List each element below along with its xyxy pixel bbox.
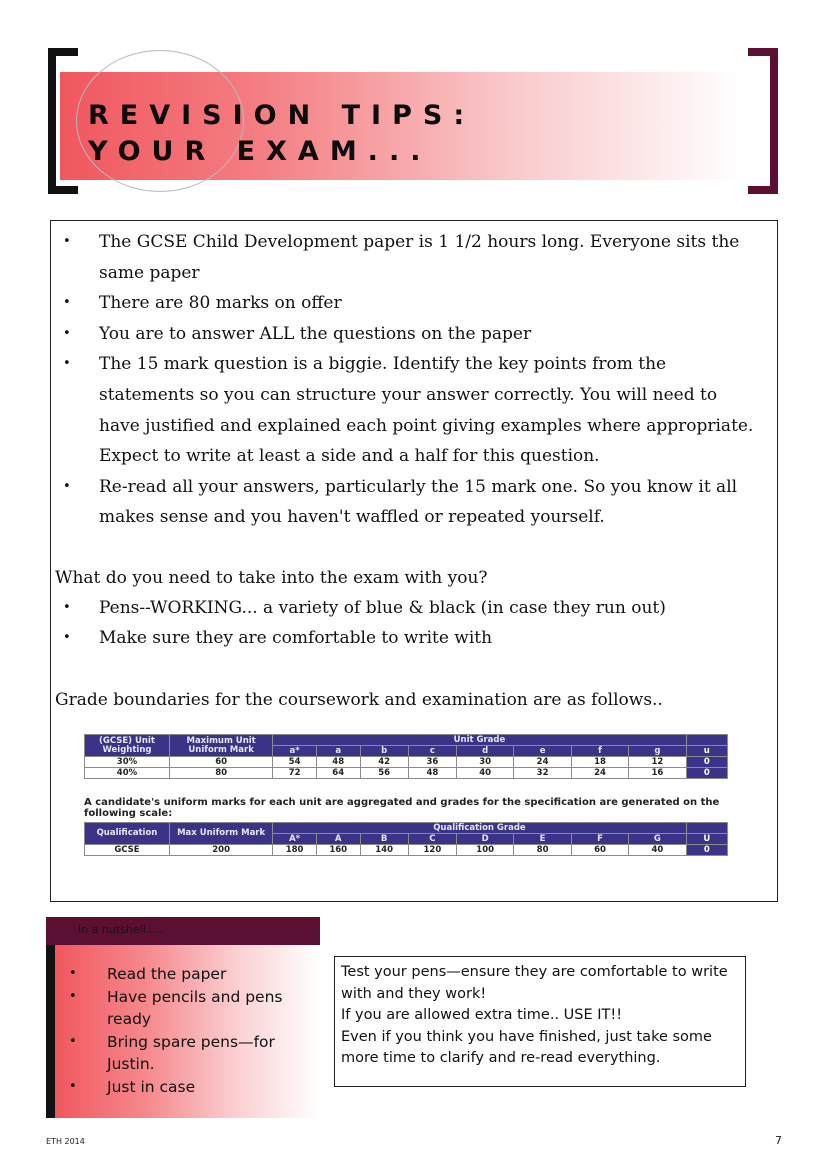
qualification-grade-header: A — [316, 834, 360, 845]
unit-max-cell: 60 — [169, 757, 272, 768]
unit-grade-header: a* — [273, 746, 317, 757]
tip-item: • You are to answer ALL the questions on the paper — [55, 319, 755, 350]
qualification-value-cell: 180 — [273, 845, 317, 856]
unit-value-cell: 56 — [360, 768, 408, 779]
qualification-grade-group-header: Qualification Grade — [273, 823, 686, 834]
exam-items-heading: What do you need to take into the exam with you? — [55, 568, 488, 588]
footer-credit: ETH 2014 — [46, 1137, 85, 1146]
unit-value-cell: 42 — [360, 757, 408, 768]
exam-item: • Make sure they are comfortable to write with — [55, 623, 755, 653]
unit-weighting-cell: 40% — [85, 768, 170, 779]
title-left-bracket — [48, 48, 78, 194]
nutshell-list — [62, 963, 302, 1098]
grade-boundaries-heading: Grade boundaries for the coursework and examination are as follows.. — [55, 690, 663, 710]
qualification-grade-table — [84, 822, 728, 856]
page-number: 7 — [775, 1134, 782, 1147]
qualification-value-cell: 140 — [360, 845, 408, 856]
unit-value-cell: 12 — [629, 757, 686, 768]
unit-grade-header: g — [629, 746, 686, 757]
qualification-value-cell: 60 — [571, 845, 628, 856]
unit-grade-blank-header — [686, 735, 727, 746]
qualification-grade-header: D — [456, 834, 513, 845]
nutshell-item: • Read the paper — [62, 963, 302, 986]
qualification-grade-header: G — [629, 834, 686, 845]
unit-value-cell: 24 — [571, 768, 628, 779]
unit-grade-group-header: Unit Grade — [273, 735, 686, 746]
exam-advice-note-box — [334, 956, 746, 1087]
tip-item: • The 15 mark question is a biggie. Identify the key points from the statements so you can structure your answer correctly. You will need to have justified and explained each point giving examples where appropriate. Expect to write at least a side and a half for this question. — [55, 349, 755, 471]
qualification-value-cell: 100 — [456, 845, 513, 856]
unit-grade-header: f — [571, 746, 628, 757]
unit-aggregation-note: A candidate's uniform marks for each unit are aggregated and grades for the specification are generated on the following scale: — [84, 797, 720, 819]
title-right-bracket — [748, 48, 778, 194]
table-row — [85, 768, 728, 779]
unit-value-cell: 24 — [514, 757, 571, 768]
unit-value-cell: 18 — [571, 757, 628, 768]
unit-max-cell: 80 — [169, 768, 272, 779]
unit-grade-header: u — [686, 746, 727, 757]
exam-items-list — [55, 593, 755, 653]
unit-value-cell: 16 — [629, 768, 686, 779]
unit-value-cell: 0 — [686, 757, 727, 768]
grade-boundaries-figure — [84, 734, 728, 886]
qualification-max-header: Max Uniform Mark — [169, 823, 272, 845]
qualification-value-cell: 160 — [316, 845, 360, 856]
qualification-grade-header: F — [571, 834, 628, 845]
qualification-grade-header: E — [514, 834, 571, 845]
page-title-line-1: REVISION TIPS: — [88, 100, 476, 131]
page-title — [88, 98, 475, 170]
qualification-grade-header: A* — [273, 834, 317, 845]
unit-value-cell: 32 — [514, 768, 571, 779]
unit-value-cell: 48 — [408, 768, 456, 779]
qualification-grade-blank-header — [686, 823, 727, 834]
unit-value-cell: 30 — [456, 757, 513, 768]
tip-item: • The GCSE Child Development paper is 1 1/2 hours long. Everyone sits the same paper — [55, 227, 755, 288]
nutshell-edge-bar — [46, 945, 55, 1118]
qualification-value-cell: 80 — [514, 845, 571, 856]
note-line: Test your pens—ensure they are comfortable to write with and they work! — [341, 964, 728, 1002]
nutshell-item: • Bring spare pens—for Justin. — [62, 1031, 302, 1076]
nutshell-label: In a nutshell..... — [78, 923, 164, 936]
unit-grade-header: c — [408, 746, 456, 757]
unit-value-cell: 0 — [686, 768, 727, 779]
note-line: If you are allowed extra time.. USE IT!! — [341, 1007, 623, 1024]
qualification-value-cell: 40 — [629, 845, 686, 856]
qualification-header: Qualification — [85, 823, 170, 845]
unit-value-cell: 48 — [316, 757, 360, 768]
note-line: Even if you think you have finished, just take some more time to clarify and re-read everything. — [341, 1028, 712, 1067]
tip-item: • There are 80 marks on offer — [55, 288, 755, 319]
nutshell-item: • Have pencils and pens ready — [62, 986, 302, 1031]
qualification-cell: GCSE — [85, 845, 170, 856]
unit-grade-header: d — [456, 746, 513, 757]
qualification-value-cell: 0 — [686, 845, 727, 856]
tip-item: • Re-read all your answers, particularly the 15 mark one. So you know it all makes sense and you haven't waffled or repeated yourself. — [55, 472, 755, 533]
table-row — [85, 757, 728, 768]
nutshell-item: • Just in case — [62, 1076, 302, 1099]
unit-value-cell: 40 — [456, 768, 513, 779]
page-title-line-2: YOUR EXAM... — [88, 136, 432, 167]
unit-value-cell: 72 — [273, 768, 317, 779]
qualification-max-cell: 200 — [169, 845, 272, 856]
unit-value-cell: 64 — [316, 768, 360, 779]
unit-value-cell: 36 — [408, 757, 456, 768]
qualification-grade-header: U — [686, 834, 727, 845]
unit-grade-header: b — [360, 746, 408, 757]
unit-weighting-cell: 30% — [85, 757, 170, 768]
unit-grade-header: e — [514, 746, 571, 757]
unit-max-mark-header: Maximum Unit Uniform Mark — [169, 735, 272, 757]
unit-grade-header: a — [316, 746, 360, 757]
revision-tips-list — [55, 227, 755, 533]
unit-value-cell: 54 — [273, 757, 317, 768]
table-row — [85, 845, 728, 856]
unit-weighting-header: (GCSE) Unit Weighting — [85, 735, 170, 757]
exam-item: • Pens--WORKING... a variety of blue & black (in case they run out) — [55, 593, 755, 623]
qualification-value-cell: 120 — [408, 845, 456, 856]
qualification-grade-header: C — [408, 834, 456, 845]
qualification-grade-header: B — [360, 834, 408, 845]
unit-grade-table — [84, 734, 728, 779]
nutshell-header-bar — [46, 917, 320, 945]
